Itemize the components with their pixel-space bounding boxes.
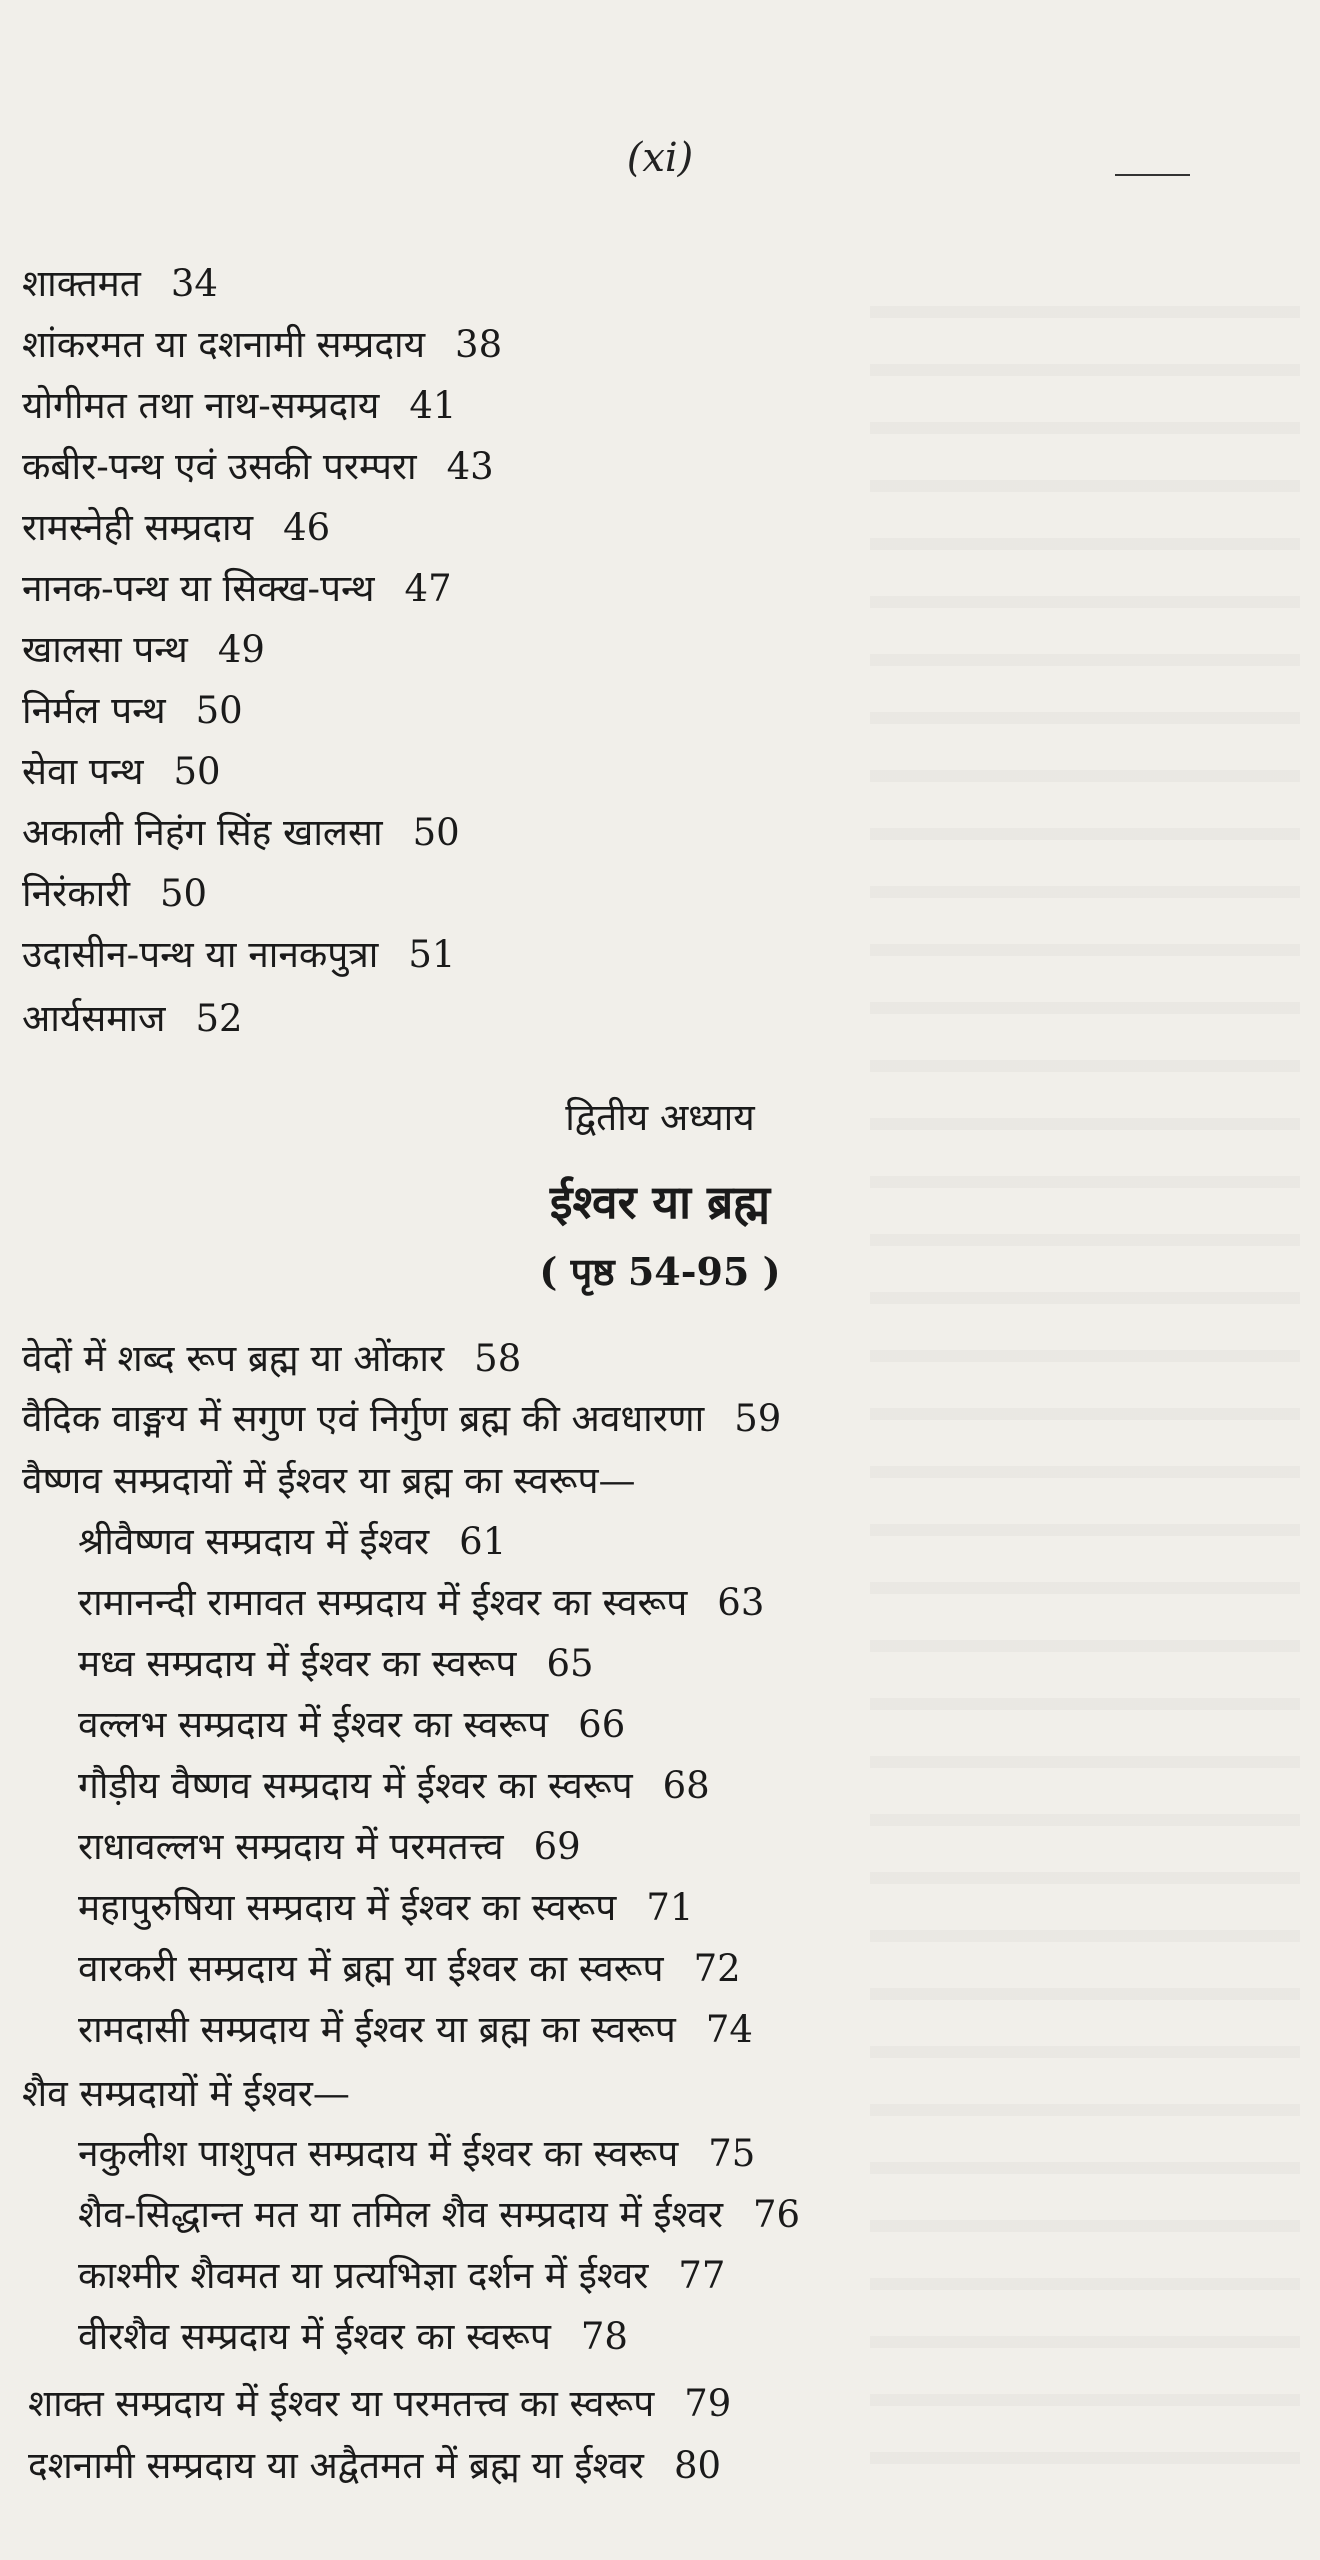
toc-entry-page: 79 [684,2382,732,2425]
toc-entry-page: 63 [717,1581,765,1624]
toc-entry [22,750,221,793]
toc-entry-title: वीरशैव सम्प्रदाय में ईश्वर का स्वरूप [78,2315,551,2358]
toc-entry-title: कबीर-पन्थ एवं उसकी परम्परा [22,445,417,488]
corner-mark [1115,174,1190,176]
toc-entry-title: काश्मीर शैवमत या प्रत्यभिज्ञा दर्शन में ईश्वर [78,2254,649,2297]
toc-entry-title: शाक्तमत [22,262,141,305]
toc-entry-title: निरंकारी [22,872,130,915]
toc-entry [22,628,265,671]
toc-entry-title: महापुरुषिया सम्प्रदाय में ईश्वर का स्वरूप [78,1886,617,1929]
toc-entry [22,689,243,732]
toc-entry [22,1337,522,1380]
toc-entry [78,1581,765,1624]
toc-entry [22,445,494,488]
toc-entry-title: शाक्त सम्प्रदाय में ईश्वर या परमतत्त्व का स्वरूप [28,2382,655,2425]
show-through-text [870,260,1300,2510]
toc-entry [78,2008,753,2051]
toc-entry-page: 77 [678,2254,726,2297]
toc-entry-page: 49 [217,628,265,671]
toc-entry-title: खालसा पन्थ [22,628,188,671]
toc-entry-page: 75 [708,2132,756,2175]
toc-entry [78,1764,710,1807]
toc-entry-page: 69 [533,1825,581,1868]
chapter-page-range: ( पृष्ठ 54-95 ) [539,1249,781,1294]
toc-entry [22,933,456,976]
toc-entry [22,872,208,915]
toc-entry-page: 50 [412,811,460,854]
toc-entry [78,1642,594,1685]
toc-entry-page: 74 [705,2008,753,2051]
toc-entry-page: 46 [283,506,331,549]
toc-entry [28,2444,722,2487]
toc-entry-title: वैष्णव सम्प्रदायों में ईश्वर या ब्रह्म का स्वरूप— [22,1459,636,1502]
toc-entry-title: राधावल्लभ सम्प्रदाय में परमतत्त्व [78,1825,504,1868]
toc-entry [78,2132,756,2175]
toc-entry-page: 58 [474,1337,522,1380]
toc-entry-title: मध्व सम्प्रदाय में ईश्वर का स्वरूप [78,1642,517,1685]
toc-entry [22,1397,782,1440]
toc-entry-page: 50 [159,872,208,915]
toc-entry-title: वल्लभ सम्प्रदाय में ईश्वर का स्वरूप [78,1703,549,1746]
toc-entry-page: 47 [404,567,452,610]
toc-entry-page: 65 [546,1642,594,1685]
toc-entry-page: 50 [195,689,243,732]
toc-entry-page: 68 [662,1764,710,1807]
toc-entry-title: वारकरी सम्प्रदाय में ब्रह्म या ईश्वर का स्वरूप [78,1947,664,1990]
toc-entry [78,1520,507,1563]
toc-entry-title: नकुलीश पाशुपत सम्प्रदाय में ईश्वर का स्वरूप [78,2132,679,2175]
toc-entry [78,1703,626,1746]
toc-entry [22,506,331,549]
toc-entry-page: 51 [408,933,456,976]
toc-entry-page: 72 [693,1947,741,1990]
toc-entry-page: 52 [195,997,243,1040]
toc-entry [78,2315,628,2358]
toc-entry [22,567,452,610]
toc-entry-title: निर्मल पन्थ [22,689,166,732]
toc-entry-page: 50 [173,750,221,793]
toc-entry [22,384,457,427]
toc-entry-title: योगीमत तथा नाथ-सम्प्रदाय [22,384,380,427]
toc-entry-title: रामदासी सम्प्रदाय में ईश्वर या ब्रह्म का स्वरूप [78,2008,676,2051]
toc-entry [78,1886,694,1929]
toc-entry-title: गौड़ीय वैष्णव सम्प्रदाय में ईश्वर का स्वरूप [78,1764,633,1807]
toc-entry [28,2382,732,2425]
toc-entry [78,2254,726,2297]
toc-entry-page: 34 [170,262,218,305]
toc-entry-title: दशनामी सम्प्रदाय या अद्वैतमत में ब्रह्म या ईश्वर [28,2444,644,2487]
toc-entry-title: नानक-पन्थ या सिक्ख-पन्थ [22,567,375,610]
toc-entry-page: 43 [446,445,494,488]
toc-entry [78,1947,741,1990]
toc-entry-title: शांकरमत या दशनामी सम्प्रदाय [22,323,426,366]
toc-entry-title: वेदों में शब्द रूप ब्रह्म या ओंकार [22,1337,445,1380]
toc-entry-page: 41 [409,384,457,427]
toc-entry-title: रामानन्दी रामावत सम्प्रदाय में ईश्वर का स्वरूप [78,1581,688,1624]
toc-entry [22,262,218,305]
toc-entry [78,2193,801,2236]
toc-entry-title: शैव-सिद्धान्त मत या तमिल शैव सम्प्रदाय में ईश्वर [78,2193,723,2236]
toc-entry-title: शैव सम्प्रदायों में ईश्वर— [22,2072,350,2115]
chapter-title: ईश्वर या ब्रह्म [549,1175,771,1229]
page-number: (xi) [626,135,694,181]
toc-entry-title: आर्यसमाज [22,997,166,1040]
toc-entry-page: 71 [646,1886,694,1929]
toc-entry-title: अकाली निहंग सिंह खालसा [22,811,383,854]
toc-entry-page: 76 [752,2193,801,2236]
toc-entry-page: 59 [734,1397,782,1440]
chapter-label: द्वितीय अध्याय [565,1096,755,1139]
toc-entry-title: रामस्नेही सम्प्रदाय [22,506,254,549]
toc-entry [22,1459,636,1502]
toc-entry [22,997,243,1040]
toc-entry-page: 66 [578,1703,626,1746]
toc-entry-title: श्रीवैष्णव सम्प्रदाय में ईश्वर [78,1520,430,1563]
toc-entry-page: 80 [673,2444,722,2487]
toc-entry-page: 61 [459,1520,507,1563]
toc-entry [22,2072,350,2115]
toc-entry-page: 38 [455,323,503,366]
toc-entry [22,323,503,366]
toc-entry-title: वैदिक वाङ्मय में सगुण एवं निर्गुण ब्रह्म की अवधारणा [22,1397,705,1440]
toc-entry-title: उदासीन-पन्थ या नानकपुत्रा [22,933,379,976]
toc-entry-page: 78 [580,2315,628,2358]
toc-entry [22,811,460,854]
toc-entry-title: सेवा पन्थ [22,750,144,793]
toc-entry [78,1825,581,1868]
